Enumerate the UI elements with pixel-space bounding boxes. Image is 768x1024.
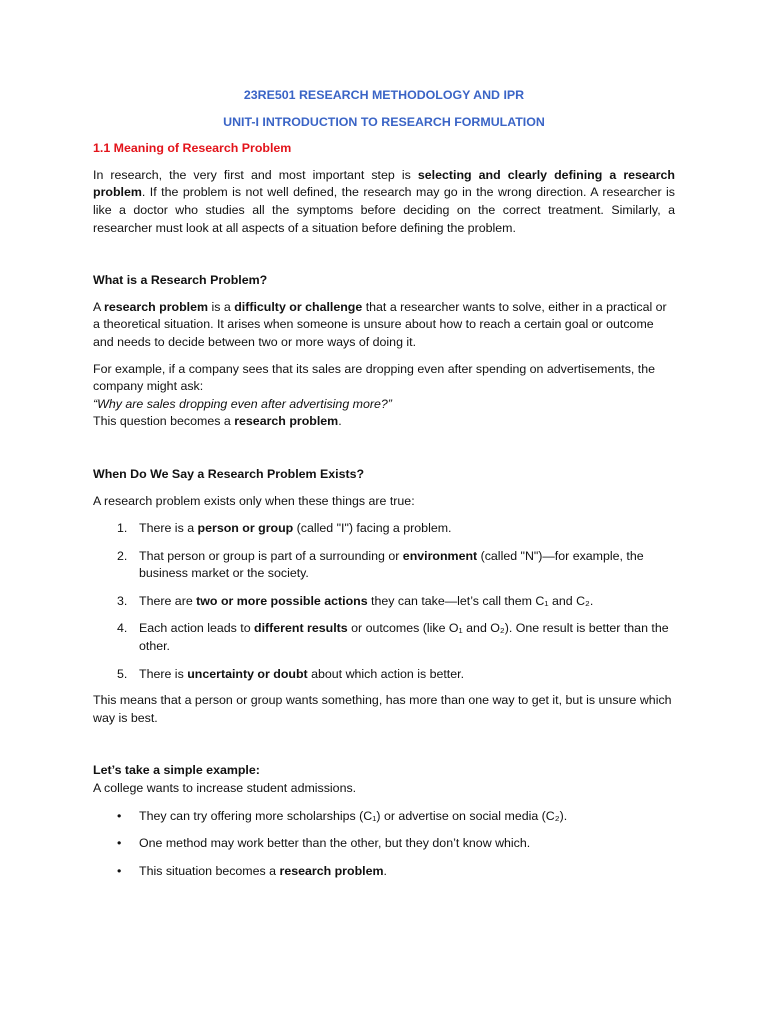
example-lead: A college wants to increase student admissions. <box>93 781 357 796</box>
list-item: • One method may work better than the other, but they don’t know which. <box>93 835 675 853</box>
bullet-icon: • <box>117 836 122 851</box>
list-item: 1. There is a person or group (called "I") facing a problem. <box>117 521 452 536</box>
exists-lead: A research problem exists only when these things are true: <box>93 493 415 508</box>
intro-paragraph: In research, the very first and most important step is selecting and clearly defining a research problem. If the problem is not well defined, the research may go in the wrong direction. A researcher is like a doctor who studies all the symptoms before deciding on the correct treatment. Similarly, a researcher must look at all aspects of a situation before defining the problem. <box>93 167 675 235</box>
course-title: 23RE501 RESEARCH METHODOLOGY AND IPR <box>243 88 525 102</box>
example-bullets <box>93 808 675 881</box>
bullet-icon: • <box>117 808 122 823</box>
example-quote: “Why are sales dropping even after advertising more?” <box>93 396 392 411</box>
unit-title: UNIT-I INTRODUCTION TO RESEARCH FORMULATION <box>223 114 545 129</box>
conditions-list <box>93 520 675 683</box>
what-is-heading: What is a Research Problem? <box>93 273 268 288</box>
list-item: • This situation becomes a research problem. <box>93 863 675 881</box>
section-heading-1-1: 1.1 Meaning of Research Problem <box>93 141 292 156</box>
list-item: 5. There is uncertainty or doubt about which action is better. <box>117 666 465 681</box>
list-item: 2. That person or group is part of a surrounding or environment (called "N")—for example, the business market or the society. <box>117 548 644 581</box>
document-page <box>93 87 675 880</box>
list-item: 4. Each action leads to different results or outcomes (like O₁ and O₂). One result is better than the other. <box>117 621 669 654</box>
example-heading: Let’s take a simple example: <box>93 763 260 778</box>
exists-summary: This means that a person or group wants something, has more than one way to get it, but is unsure which way is best. <box>93 693 672 725</box>
list-item: • They can try offering more scholarships (C₁) or advertise on social media (C₂). <box>93 808 675 826</box>
bullet-icon: • <box>117 863 122 878</box>
exists-heading: When Do We Say a Research Problem Exists? <box>93 466 365 481</box>
definition-paragraph: A research problem is a difficulty or challenge that a researcher wants to solve, either in a practical or a theoretical situation. It arises when someone is unsure about how to reach a certain goal or outcome and needs to decide between two or more ways of doing it. <box>93 299 667 349</box>
list-item: 3. There are two or more possible actions they can take—let’s call them C₁ and C₂. <box>117 593 594 608</box>
example-paragraph: For example, if a company sees that its sales are dropping even after spending on advertisements, the company might ask: “Why are sales dropping even after advertising more?” This question becomes a research problem. <box>93 361 656 429</box>
